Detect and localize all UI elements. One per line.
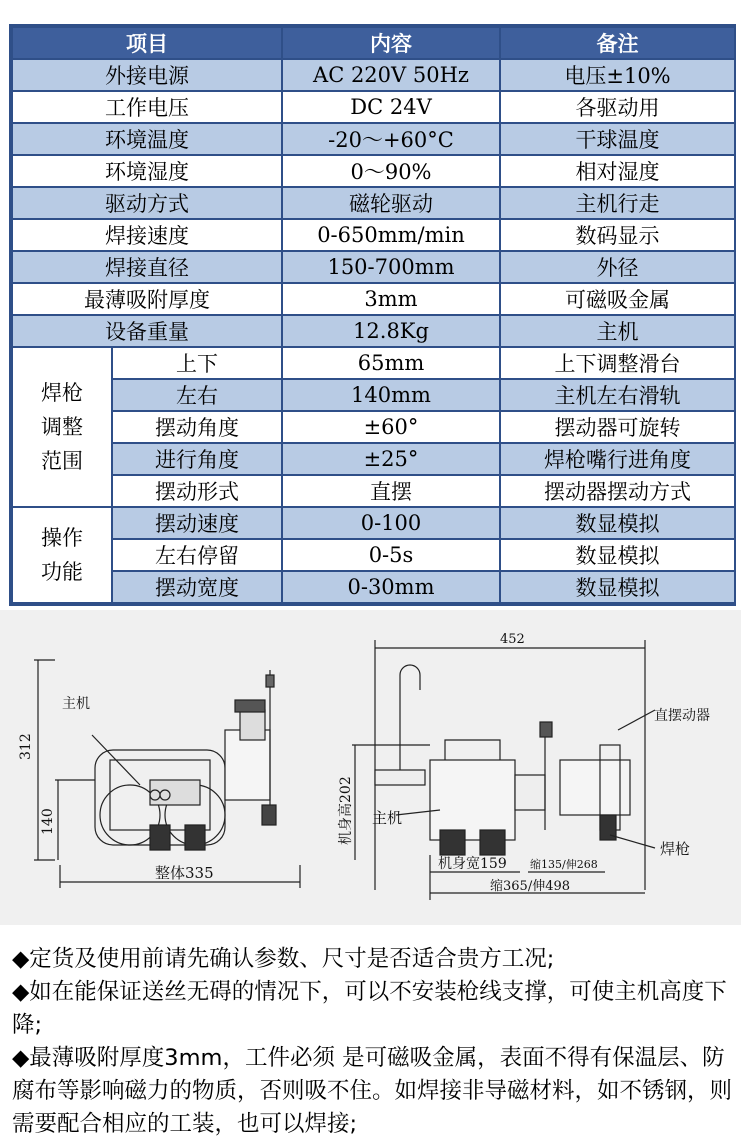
table-row [12, 347, 735, 379]
table-row [12, 379, 735, 411]
group-label-ops [12, 507, 112, 603]
row-note: 数显模拟 [500, 571, 735, 603]
note-item: ◆如在能保证送丝无碍的情况下，可以不安装枪线支撑，可使主机高度下降; [12, 979, 727, 1038]
row-item: 外接电源 [12, 59, 282, 91]
left-label-main: 主机 [62, 696, 90, 712]
right-label-main: 主机 [372, 809, 403, 827]
row-content: 0-30mm [282, 571, 500, 603]
row-item: 工作电压 [12, 91, 282, 123]
table-row [12, 155, 735, 187]
table-row [12, 283, 735, 315]
row-content: ±25° [282, 443, 500, 475]
table-row [12, 507, 735, 539]
row-content: AC 220V 50Hz [282, 59, 500, 91]
row-item: 摆动速度 [112, 507, 282, 539]
table-row [12, 411, 735, 443]
table-row [12, 539, 735, 571]
spec-table-wrapper [9, 24, 736, 606]
row-content: 直摆 [282, 475, 500, 507]
table-row [12, 91, 735, 123]
row-item: 设备重量 [12, 315, 282, 347]
row-note: 主机 [500, 315, 735, 347]
table-row [12, 187, 735, 219]
drawings-svg [0, 610, 741, 925]
row-content: ±60° [282, 411, 500, 443]
row-content: 140mm [282, 379, 500, 411]
row-item: 左右 [112, 379, 282, 411]
spec-table [11, 26, 736, 604]
row-note: 摆动器摆动方式 [500, 475, 735, 507]
row-content: DC 24V [282, 91, 500, 123]
left-dim-width: 整体335 [155, 864, 214, 882]
table-header-row [12, 27, 735, 59]
row-note: 主机左右滑轨 [500, 379, 735, 411]
right-label-retract1: 缩135/伸268 [530, 858, 598, 871]
row-item: 左右停留 [112, 539, 282, 571]
row-note: 干球温度 [500, 123, 735, 155]
notes-section [12, 943, 732, 1141]
row-content: 0-650mm/min [282, 219, 500, 251]
group-label-text: 焊枪调整范围 [41, 381, 83, 473]
row-content: 0-100 [282, 507, 500, 539]
row-item: 环境湿度 [12, 155, 282, 187]
row-item: 焊接直径 [12, 251, 282, 283]
row-note: 数显模拟 [500, 539, 735, 571]
header-item: 项目 [12, 27, 282, 59]
right-label-oscillator: 直摆动器 [654, 708, 710, 724]
row-item: 摆动形式 [112, 475, 282, 507]
row-item: 摆动角度 [112, 411, 282, 443]
row-note: 上下调整滑台 [500, 347, 735, 379]
row-content: 0-5s [282, 539, 500, 571]
note-item: ◆最薄吸附厚度3mm，工件必须 是可磁吸金属，表面不得有保温层、防腐布等影响磁力的物质，否则吸不住。如焊接非导磁材料，如不锈钢，则需要配合相应的工装，也可以焊接; [12, 1045, 733, 1137]
row-content: 磁轮驱动 [282, 187, 500, 219]
row-content: 65mm [282, 347, 500, 379]
table-row [12, 123, 735, 155]
row-note: 数显模拟 [500, 507, 735, 539]
row-content: -20～+60°C [282, 123, 500, 155]
right-label-body-height: 机身高202 [338, 776, 354, 845]
header-content: 内容 [282, 27, 500, 59]
row-item: 环境温度 [12, 123, 282, 155]
left-dim-140: 140 [40, 808, 56, 835]
row-note: 摆动器可旋转 [500, 411, 735, 443]
row-item: 焊接速度 [12, 219, 282, 251]
row-content: 3mm [282, 283, 500, 315]
table-row [12, 443, 735, 475]
right-label-body-width: 机身宽159 [438, 856, 507, 872]
header-note: 备注 [500, 27, 735, 59]
row-item: 进行角度 [112, 443, 282, 475]
right-label-retract2: 缩365/伸498 [490, 879, 571, 894]
row-content: 150-700mm [282, 251, 500, 283]
right-dim-top: 452 [500, 632, 525, 647]
row-item: 摆动宽度 [112, 571, 282, 603]
row-note: 焊枪嘴行进角度 [500, 443, 735, 475]
row-note: 主机行走 [500, 187, 735, 219]
row-note: 各驱动用 [500, 91, 735, 123]
group-label-text: 操作功能 [41, 526, 83, 584]
row-note: 外径 [500, 251, 735, 283]
note-item: ◆定货及使用前请先确认参数、尺寸是否适合贵方工况; [12, 946, 555, 972]
row-content: 12.8Kg [282, 315, 500, 347]
row-note: 相对湿度 [500, 155, 735, 187]
row-item: 上下 [112, 347, 282, 379]
left-dim-height: 312 [18, 733, 34, 760]
right-label-torch: 焊枪 [660, 840, 691, 858]
group-label-torch [12, 347, 112, 507]
table-row [12, 251, 735, 283]
row-content: 0～90% [282, 155, 500, 187]
left-drawing [34, 660, 300, 888]
row-item: 驱动方式 [12, 187, 282, 219]
table-row [12, 315, 735, 347]
row-note: 数码显示 [500, 219, 735, 251]
technical-drawings [0, 610, 741, 925]
row-note: 电压±10% [500, 59, 735, 91]
row-item: 最薄吸附厚度 [12, 283, 282, 315]
table-row [12, 475, 735, 507]
table-row [12, 59, 735, 91]
table-row [12, 219, 735, 251]
table-row [12, 571, 735, 603]
row-note: 可磁吸金属 [500, 283, 735, 315]
